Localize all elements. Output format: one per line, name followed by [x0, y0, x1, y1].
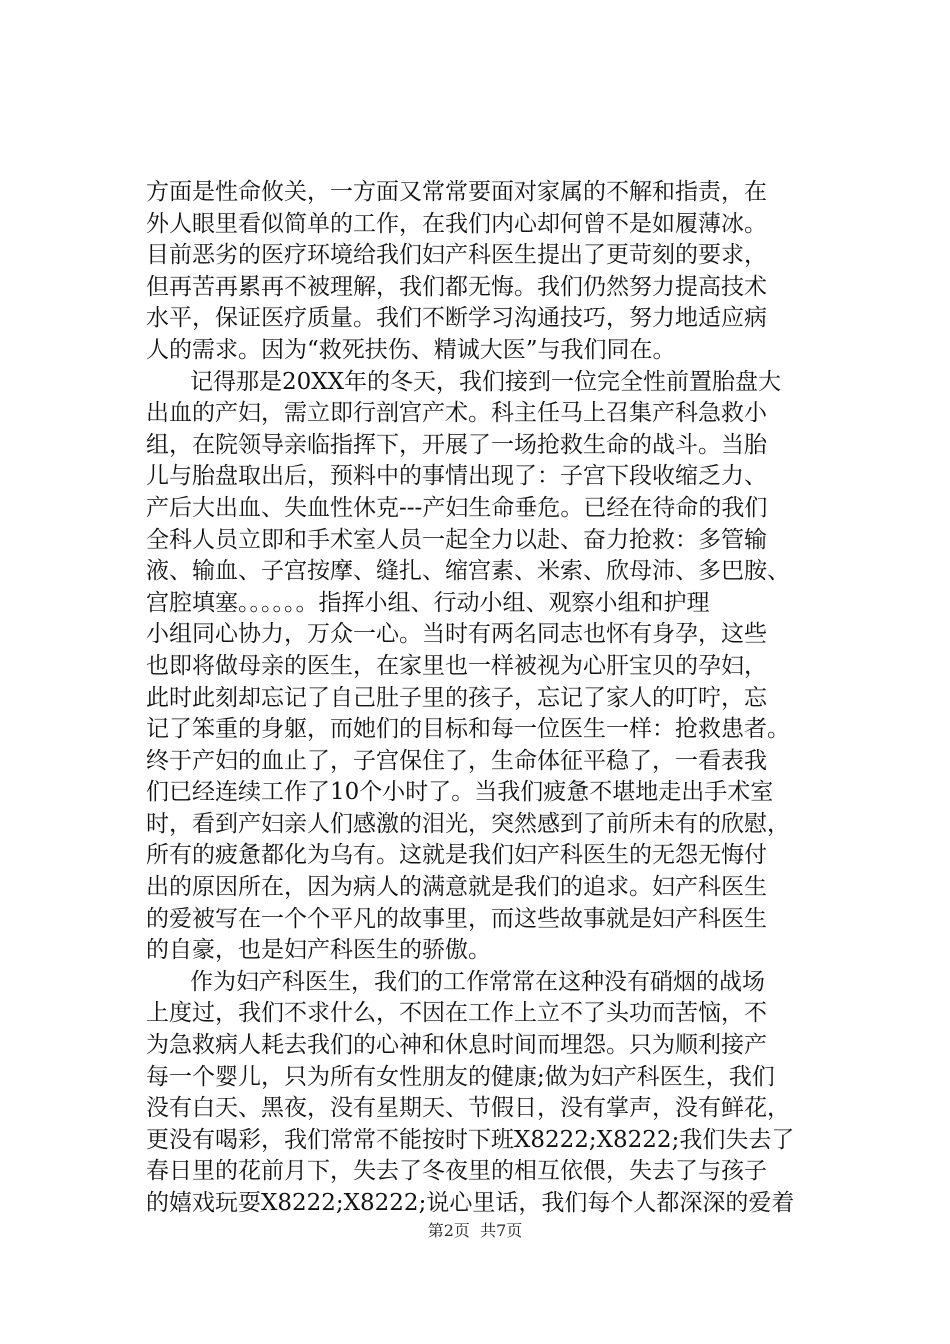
text-line: 时，看到产妇亲人们感激的泪光，突然感到了前所未有的欣慰， [146, 810, 790, 837]
text-line: 小组同心协力，万众一心。当时有两名同志也怀有身孕，这些 [146, 621, 767, 648]
text-line: 每一个婴儿，只为所有女性朋友的健康;做为妇产科医生，我们 [146, 1063, 775, 1090]
text-line: 记得那是20XX年的冬天，我们接到一位完全性前置胎盘大 [190, 368, 782, 395]
text-line: 上度过，我们不求什么，不因在工作上立不了头功而苦恼，不 [146, 1000, 767, 1027]
text-line: 组，在院领导亲临指挥下，开展了一场抢救生命的战斗。当胎 [146, 431, 767, 458]
text-line: 产后大出血、失血性休克---产妇生命垂危。已经在待命的我们 [146, 494, 768, 521]
text-line: 方面是性命攸关，一方面又常常要面对家属的不解和指责，在 [146, 179, 767, 205]
text-line: 全科人员立即和手术室人员一起全力以赴、奋力抢救：多管输 [146, 526, 767, 553]
paragraph-2 [146, 367, 846, 967]
text-line: 们已经连续工作了10个小时了。当我们疲惫不堪地走出手术室 [146, 779, 774, 806]
text-line: 为急救病人耗去我们的心神和休息时间而埋怨。只为顺利接产 [146, 1032, 767, 1059]
text-line: 的爱被写在一个个平凡的故事里，而这些故事就是妇产科医生 [146, 905, 767, 932]
paragraph-3 [146, 967, 846, 1220]
text-line: 终于产妇的血止了，子宫保住了，生命体征平稳了，一看表我 [146, 747, 767, 774]
text-line: 所有的疲惫都化为乌有。这就是我们妇产科医生的无怨无悔付 [146, 842, 767, 869]
text-line: 春日里的花前月下，失去了冬夜里的相互依偎，失去了与孩子 [146, 1158, 767, 1185]
page-number-footer: 第2页 共7页 [427, 1221, 523, 1240]
text-line: 水平，保证医疗质量。我们不断学习沟通技巧，努力地适应病 [146, 305, 767, 332]
text-line: 更没有喝彩，我们常常不能按时下班X8222;X8222;我们失去了 [146, 1126, 795, 1153]
text-line: 宫腔填塞。。。。。。指挥小组、行动小组、观察小组和护理 [146, 589, 710, 616]
text-line: 但再苦再累再不被理解，我们都无悔。我们仍然努力提高技术 [146, 273, 767, 300]
text-line: 没有白天、黑夜，没有星期天、节假日，没有掌声，没有鲜花， [146, 1095, 790, 1122]
text-line: 目前恶劣的医疗环境给我们妇产科医生提出了更苛刻的要求， [146, 242, 767, 269]
text-line: 液、输血、子宫按摩、缝扎、缩宫素、米索、欣母沛、多巴胺、 [146, 558, 790, 585]
text-line: 记了笨重的身躯，而她们的目标和每一位医生一样：抢救患者。 [146, 716, 790, 743]
text-line: 也即将做母亲的医生，在家里也一样被视为心肝宝贝的孕妇， [146, 652, 767, 679]
text-line: 出的原因所在，因为病人的满意就是我们的追求。妇产科医生 [146, 874, 767, 901]
text-line: 的自豪，也是妇产科医生的骄傲。 [146, 937, 491, 964]
text-line: 作为妇产科医生，我们的工作常常在这种没有硝烟的战场 [190, 968, 765, 995]
paragraph-1 [146, 177, 846, 367]
text-line: 外人眼里看似简单的工作，在我们内心却何曾不是如履薄冰。 [146, 210, 767, 237]
text-line: 此时此刻却忘记了自己肚子里的孩子，忘记了家人的叮咛，忘 [146, 684, 767, 711]
text-line: 人的需求。因为“救死扶伤、精诚大医”与我们同在。 [146, 336, 676, 363]
text-line: 的嬉戏玩耍X8222;X8222;说心里话，我们每个人都深深的爱着 [146, 1190, 795, 1216]
text-line: 出血的产妇，需立即行剖宫产术。科主任马上召集产科急救小 [146, 400, 767, 427]
text-line: 儿与胎盘取出后，预料中的事情出现了：子宫下段收缩乏力、 [146, 463, 767, 490]
document-body [146, 177, 846, 1220]
